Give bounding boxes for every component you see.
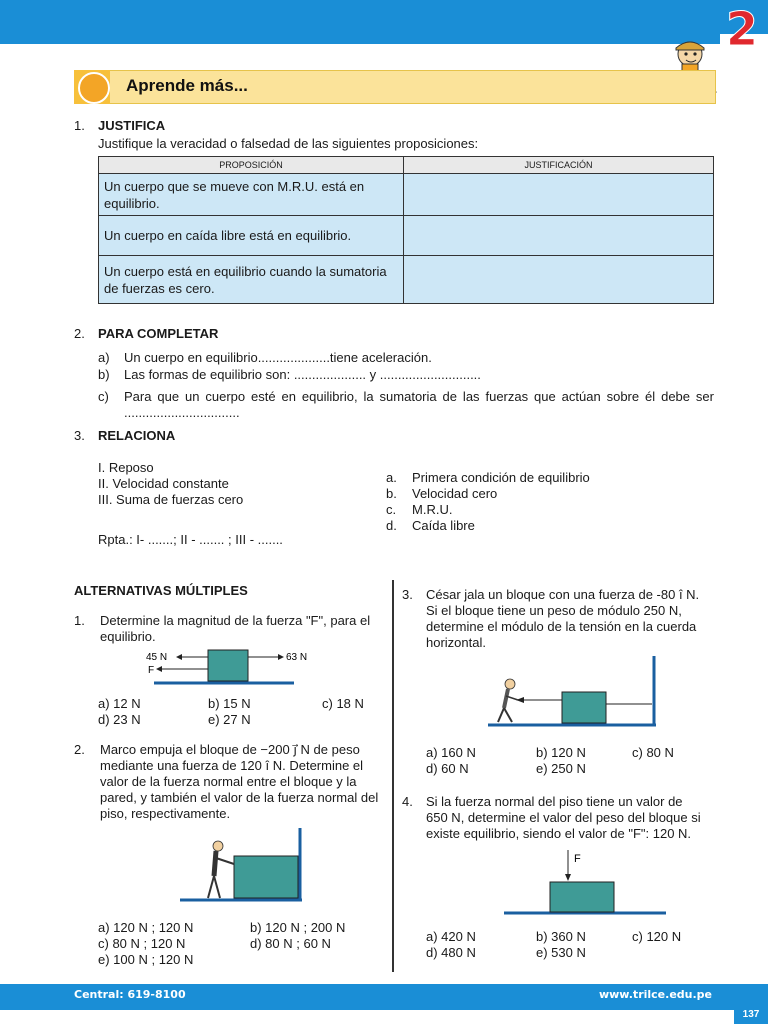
relate-right-b-label: b. [386,486,397,501]
q2-number: 2. [74,742,85,757]
q2-option-e[interactable]: e) 100 N ; 120 N [98,952,194,967]
q3-option-b[interactable]: b) 120 N [536,745,586,760]
q4-line-2: 650 N, determine el valor del peso del bloque si [426,810,701,825]
section1-instruction: Justifique la veracidad o falsedad de las siguientes proposiciones: [98,136,479,151]
relate-right-b: Velocidad cero [412,486,498,501]
q2-line-4: pared, y también el valor de la fuerza normal del [100,790,379,805]
chapter-number: 2 [725,2,758,56]
q2-line-3: valor de la fuerza normal entre el bloque y la [100,774,357,789]
q1-option-e[interactable]: e) 27 N [208,712,251,727]
section2-item-a-label: a) [98,350,110,365]
relate-left-2: II. Velocidad constante [98,476,229,491]
q4-option-e[interactable]: e) 530 N [536,945,586,960]
q3-line-3: determine el módulo de la tensión en la cuerda [426,619,697,634]
top-bar-stripe [0,34,720,44]
q1-fig-left-force: 45 N [146,652,168,663]
table-row-2-proposition: Un cuerpo en caída libre está en equilibrio. [99,216,404,256]
top-bar [0,0,768,34]
q2-option-d[interactable]: d) 80 N ; 60 N [250,936,331,951]
q1-fig-f-label: F [148,665,155,676]
section2-item-b-label: b) [98,367,110,382]
table-row-3-justification[interactable] [404,256,714,304]
q4-option-c[interactable]: c) 120 N [632,929,682,944]
table-header-justification: JUSTIFICACIÓN [404,157,714,174]
q2-option-c[interactable]: c) 80 N ; 120 N [98,936,186,951]
section2-number: 2. [74,326,85,341]
footer-website[interactable]: www.trilce.edu.pe [598,988,712,1001]
q3-line-2: Si el bloque tiene un peso de módulo 250 N, [426,603,682,618]
page-number: 137 [734,1006,768,1024]
q4-figure [502,846,668,918]
multiple-title: ALTERNATIVAS MÚLTIPLES [74,583,248,598]
table-row-2-justification[interactable] [404,216,714,256]
section2-title: PARA COMPLETAR [98,326,219,341]
relate-right-d-label: d. [386,518,397,533]
relate-right-c: M.R.U. [412,502,453,517]
q1-figure [140,646,308,688]
q4-option-b[interactable]: b) 360 N [536,929,586,944]
section3-number: 3. [74,428,85,443]
q4-line-3: existe equilibrio, siendo el valor de "F": 120 N. [426,826,692,841]
q1-option-a[interactable]: a) 12 N [98,696,141,711]
relate-right-a: Primera condición de equilibrio [412,470,590,485]
q3-option-c[interactable]: c) 80 N [632,745,674,760]
q4-option-d[interactable]: d) 480 N [426,945,476,960]
relate-left-1: I. Reposo [98,460,154,475]
q3-line-4: horizontal. [426,635,486,650]
banner-title: Aprende más... [126,76,248,95]
q3-line-1: César jala un bloque con una fuerza de -80 î N. [426,587,700,602]
q1-number: 1. [74,613,85,628]
q3-number: 3. [402,587,413,602]
column-divider [392,580,394,972]
q1-option-b[interactable]: b) 15 N [208,696,251,711]
q4-number: 4. [402,794,413,809]
relate-answer: Rpta.: I- .......; II - ....... ; III - ....... [98,532,283,547]
q2-option-b[interactable]: b) 120 N ; 200 N [250,920,346,935]
q2-figure [176,828,306,904]
q4-line-1: Si la fuerza normal del piso tiene un valor de [426,794,683,809]
footer-line [0,1008,734,1010]
q1-fig-right-force: 63 N [286,652,308,663]
q2-line-2: mediante una fuerza de 120 î N. Determine el [100,758,364,773]
relate-right-d: Caída libre [412,518,475,533]
section2-item-a: Un cuerpo en equilibrio....................tiene aceleración. [124,350,432,365]
table-row-1-proposition: Un cuerpo que se mueve con M.R.U. está en equilibrio. [99,174,404,216]
relate-left-3: III. Suma de fuerzas cero [98,492,244,507]
section2-item-b: Las formas de equilibrio son: .................... y ............................ [124,367,481,382]
table-row-1-justification[interactable] [404,174,714,216]
q3-figure [484,654,662,728]
banner-circle-icon [78,72,110,104]
q4-fig-f-label: F [574,853,581,865]
table-row-3-proposition: Un cuerpo está en equilibrio cuando la sumatoria de fuerzas es cero. [99,256,404,304]
q2-option-a[interactable]: a) 120 N ; 120 N [98,920,194,935]
q1-text: Determine la magnitud de la fuerza "F", para el equilibrio. [100,613,371,644]
relate-right-a-label: a. [386,470,397,485]
q3-option-a[interactable]: a) 160 N [426,745,476,760]
q3-option-e[interactable]: e) 250 N [536,761,586,776]
q2-line-1: Marco empuja el bloque de −200 j⃗ N de peso [100,742,360,757]
section2-item-c: Para que un cuerpo esté en equilibrio, la sumatoria de las fuerzas que actúan sobre él debe ser ................................ [124,389,714,420]
section3-title: RELACIONA [98,428,176,443]
proposition-table [98,156,714,304]
q1-option-c[interactable]: c) 18 N [322,696,364,711]
q4-option-a[interactable]: a) 420 N [426,929,476,944]
table-header-proposition: PROPOSICIÓN [99,157,404,174]
footer-phone: Central: 619-8100 [74,988,186,1001]
q2-line-5: piso, respectivamente. [100,806,231,821]
relate-right-c-label: c. [386,502,397,517]
q1-option-d[interactable]: d) 23 N [98,712,141,727]
section1-title: JUSTIFICA [98,118,166,133]
section2-item-c-label: c) [98,389,109,404]
q3-option-d[interactable]: d) 60 N [426,761,469,776]
section1-number: 1. [74,118,85,133]
